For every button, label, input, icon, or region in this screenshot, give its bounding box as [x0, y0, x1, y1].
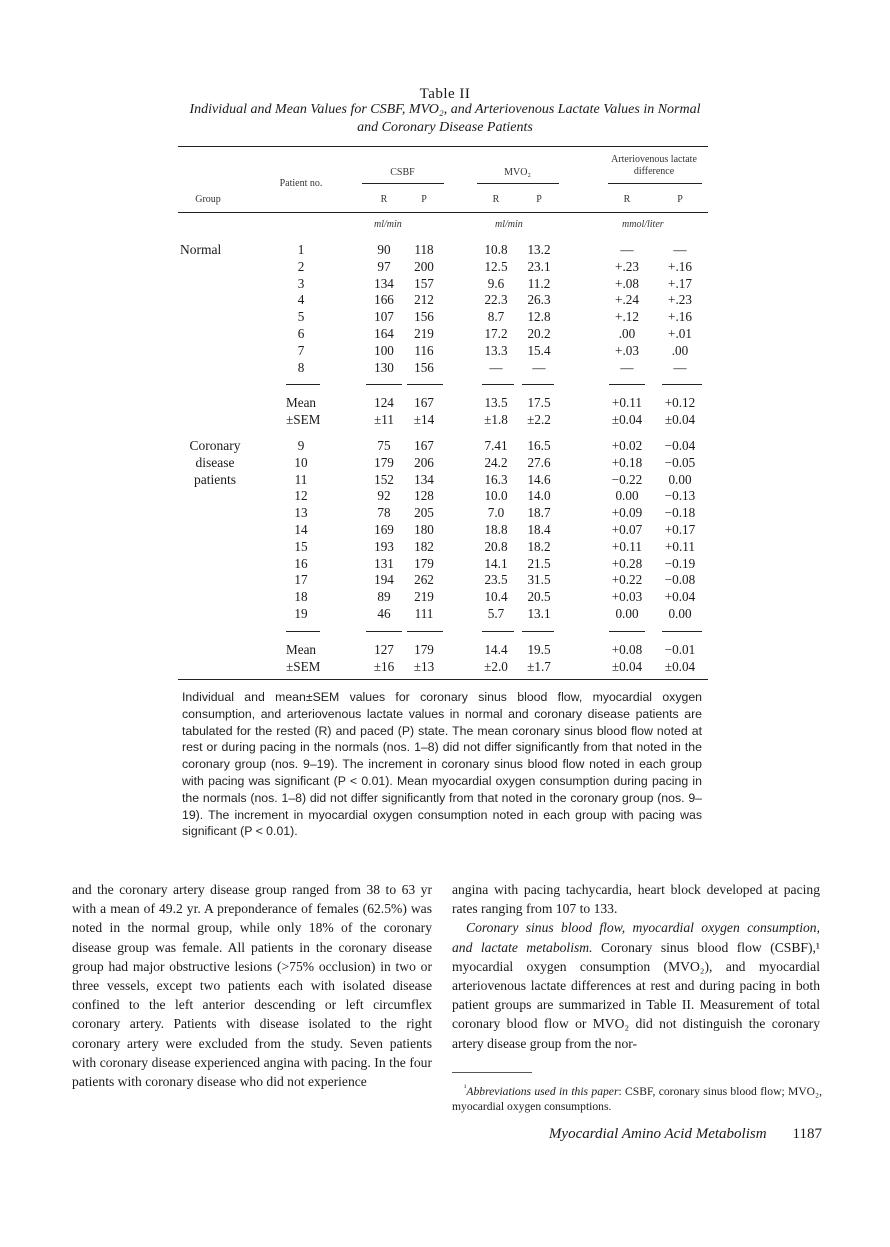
normal-row-cell: +.23	[668, 292, 692, 308]
summary-separator	[407, 631, 443, 632]
coronary-row-cell: 78	[377, 505, 391, 521]
coronary-row-cell: +0.11	[611, 538, 643, 554]
coronary-row-cell: −0.05	[664, 454, 696, 470]
coronary-row-cell: 111	[414, 606, 434, 621]
coronary-row-cell: 16.3	[484, 471, 508, 487]
coronary-row-cell: 24.2	[484, 454, 508, 470]
group-label-normal: Normal	[180, 242, 222, 257]
mvo2-span-rule	[477, 183, 559, 184]
normal-summary-row-cell: +0.11	[611, 395, 643, 411]
coronary-row-cell: +0.03	[611, 589, 643, 605]
normal-summary-row-cell: 124	[374, 395, 394, 411]
coronary-row-cell: 0.00	[668, 606, 692, 621]
right-paragraph-1: angina with pacing tachycardia, heart block developed at pacing rates ranging from 107 to 133.	[452, 882, 820, 917]
summary-separator	[662, 631, 702, 632]
normal-summary-row-cell: ±11	[374, 412, 394, 428]
normal-row-cell: 5	[297, 309, 305, 325]
coronary-row-cell: 131	[374, 555, 394, 571]
coronary-row-cell: 152	[374, 471, 394, 487]
normal-row-cell: 4	[297, 292, 305, 308]
normal-row-cell: 15.4	[527, 342, 551, 358]
coronary-row-cell: +0.04	[664, 589, 696, 605]
normal-summary-row-cell: 13.5	[484, 395, 508, 411]
coronary-summary-row-cell: 14.4	[484, 641, 508, 657]
coronary-row-cell: 11	[294, 471, 308, 487]
coronary-row-cell: 7.41	[484, 438, 508, 453]
coronary-row-cell: +0.18	[611, 454, 643, 470]
coronary-row-cell: 31.5	[527, 572, 551, 588]
normal-summary-row-cell: ±1.8	[484, 412, 508, 428]
normal-row-cell: 23.1	[527, 258, 551, 274]
normal-summary-row-cell: ±14	[413, 412, 435, 428]
coronary-row-cell: 10.4	[484, 589, 508, 605]
coronary-summary-row-cell: ±16	[373, 658, 395, 674]
coronary-summary-row-cell: ±13	[413, 658, 435, 674]
coronary-row-cell: 179	[374, 454, 394, 470]
footnote	[452, 1080, 822, 1115]
normal-row-cell: +.01	[668, 326, 692, 341]
coronary-row-cell: 9	[297, 438, 305, 453]
normal-row-cell: 200	[414, 258, 434, 274]
footnote-text: : CSBF, coronary sinus blood flow; MVO₂, myocardial oxygen consumptions.	[452, 1084, 822, 1114]
coronary-summary-row-cell: +0.08	[611, 641, 643, 657]
normal-row-cell: 118	[414, 242, 434, 257]
summary-separator	[609, 631, 645, 632]
coronary-summary-row-cell: ±2.0	[484, 658, 508, 674]
group-label-coronary: Coronary disease patients	[189, 438, 241, 487]
normal-row-cell: .00	[618, 326, 636, 341]
normal-row-cell: 2	[297, 258, 305, 274]
footnote-label: Abbreviations used in this paper	[466, 1084, 619, 1098]
header-patient-no: Patient no.	[279, 178, 323, 189]
normal-row-cell: 97	[377, 258, 391, 274]
normal-summary-row-cell: ±0.04	[611, 412, 643, 428]
normal-row-cell: 1	[297, 242, 305, 257]
coronary-row-cell: −0.13	[664, 488, 696, 504]
coronary-row-cell: +0.11	[664, 538, 696, 554]
coronary-row-cell: 16	[294, 555, 308, 571]
coronary-row-cell: 219	[414, 589, 434, 605]
normal-row-cell: —	[620, 359, 634, 375]
summary-separator	[522, 631, 554, 632]
coronary-row-cell: 18.8	[484, 522, 508, 537]
table-caption: Individual and mean±SEM values for coronary sinus blood flow, myocardial oxygen consumption, and arteriovenous lactate values in normal and coronary disease patients are tabulated for the rested (R) and paced (P) state. The mean coronary sinus blood flow noted at rest or during pacing in the normals (nos. 1–8) did not differ significantly from that noted in the coronary group (nos. 9–19). The increment in coronary sinus blood flow noted in each group with pacing was significant (P < 0.01). Mean myocardial oxygen consumption during pacing in the normals (nos. 1–8) did not differ significantly from that noted in the coronary group (nos. 9–19). The increment in myocardial oxygen consumption noted in each group with pacing was significant (P < 0.01).	[182, 690, 702, 839]
normal-row-cell: 10.8	[484, 242, 508, 257]
table-header-rule	[178, 212, 708, 213]
summary-separator	[407, 384, 443, 385]
coronary-row-cell: 14.6	[527, 471, 551, 487]
coronary-row-cell: 180	[414, 522, 434, 537]
table-top-rule	[178, 146, 708, 147]
coronary-row-cell: 16.5	[527, 438, 551, 453]
coronary-row-cell: 46	[377, 606, 391, 621]
coronary-row-cell: 169	[374, 522, 394, 537]
header-lactate-p: P	[677, 194, 683, 205]
normal-row-cell: 157	[414, 275, 434, 291]
summary-separator	[366, 384, 402, 385]
normal-row-cell: +.03	[615, 342, 639, 358]
coronary-row-cell: 20.8	[484, 538, 508, 554]
coronary-summary-row-cell: 19.5	[527, 641, 551, 657]
coronary-row-cell: 89	[377, 589, 391, 605]
coronary-summary-row-cell: 127	[374, 641, 394, 657]
summary-separator	[522, 384, 554, 385]
normal-row-cell: 116	[414, 342, 434, 358]
normal-row-cell: 130	[374, 359, 394, 375]
coronary-summary-row-cell: 179	[414, 641, 434, 657]
summary-separator	[482, 384, 514, 385]
page-footer	[505, 1126, 822, 1143]
footnote-rule	[452, 1072, 532, 1073]
normal-row-cell: 3	[297, 275, 305, 291]
body-right-column	[452, 880, 820, 1053]
normal-row-cell: 22.3	[484, 292, 508, 308]
normal-summary-row-cell: ±2.2	[527, 412, 551, 428]
normal-row-cell: 164	[374, 326, 394, 341]
coronary-row-cell: 20.5	[527, 589, 551, 605]
coronary-row-cell: 10	[294, 454, 308, 470]
normal-row-cell: +.24	[615, 292, 639, 308]
normal-row-cell: 7	[297, 342, 305, 358]
coronary-row-cell: 179	[414, 555, 434, 571]
page-number: 1187	[792, 1126, 822, 1142]
normal-row-cell: 90	[377, 242, 391, 257]
coronary-row-cell: 27.6	[527, 454, 551, 470]
coronary-row-cell: 12	[294, 488, 308, 504]
coronary-row-cell: 206	[414, 454, 434, 470]
coronary-row-cell: 10.0	[484, 488, 508, 504]
normal-row-cell: —	[620, 242, 634, 257]
coronary-row-cell: −0.19	[664, 555, 696, 571]
header-mvo2-p: P	[536, 194, 542, 205]
summary-separator	[286, 631, 320, 632]
coronary-row-cell: 182	[414, 538, 434, 554]
summary-separator	[366, 631, 402, 632]
header-mvo2: MVO₂	[504, 167, 531, 178]
normal-summary-row-cell: 17.5	[527, 395, 551, 411]
coronary-row-cell: 18	[294, 589, 308, 605]
normal-row-cell: 8.7	[487, 309, 505, 325]
header-csbf-p: P	[421, 194, 427, 205]
unit-mvo2: ml/min	[495, 219, 523, 230]
table-subtitle: Individual and Mean Values for CSBF, MVO₂, and Arteriovenous Lactate Values in Normal and Coronary Disease Patients	[189, 102, 701, 135]
coronary-row-cell: +0.22	[611, 572, 643, 588]
normal-row-cell: 20.2	[527, 326, 551, 341]
table-title: Table II	[419, 86, 471, 102]
coronary-row-cell: 17	[294, 572, 308, 588]
normal-row-cell: +.23	[615, 258, 639, 274]
coronary-summary-row-cell: ±0.04	[664, 658, 696, 674]
csbf-span-rule	[362, 183, 444, 184]
right-paragraph-2: Coronary sinus blood flow (CSBF),¹ myocardial oxygen consumption (MVO₂), and myocardial arteriovenous lactate differences at rest and during pacing in both patient groups are summarized in Table II. Measurement of total coronary blood flow or MVO₂ did not distinguish the coronary artery disease group from the nor-	[452, 939, 820, 1051]
normal-summary-row-cell: +0.12	[664, 395, 696, 411]
coronary-row-cell: 19	[294, 606, 308, 621]
normal-row-cell: 166	[374, 292, 394, 308]
coronary-summary-row-cell: −0.01	[664, 641, 696, 657]
normal-row-cell: 13.2	[527, 242, 551, 257]
coronary-row-cell: 167	[414, 438, 434, 453]
body-left-column: and the coronary artery disease group ranged from 38 to 63 yr with a mean of 49.2 yr. A preponderance of females (62.5%) was noted in the normal group, while only 18% of the coronary disease group was female. All patients in the coronary disease group had major obstructive lesions (>75% occlusion) in two or three vessels, except two patients each with isolated disease confined to the left anterior descending or left circumflex coronary artery. Patients with disease isolated to the right coronary artery were excluded from the study. Seven patients with coronary disease experienced angina with pacing. In the four patients with coronary disease who did not experience	[72, 882, 432, 1090]
normal-summary-row-cell: 167	[414, 395, 434, 411]
summary-separator	[482, 631, 514, 632]
normal-row-cell: 11.2	[527, 275, 551, 291]
normal-row-cell: 8	[297, 359, 305, 375]
normal-row-cell: —	[489, 359, 503, 375]
coronary-row-cell: +0.02	[611, 438, 643, 453]
normal-row-cell: 156	[414, 309, 434, 325]
coronary-row-cell: 0.00	[615, 488, 639, 504]
coronary-row-cell: 5.7	[487, 606, 505, 621]
header-csbf: CSBF	[390, 167, 415, 178]
coronary-row-cell: 193	[374, 538, 394, 554]
normal-row-cell: 134	[374, 275, 394, 291]
summary-separator	[662, 384, 702, 385]
coronary-row-cell: 18.2	[527, 538, 551, 554]
coronary-row-cell: 18.4	[527, 522, 551, 537]
section-heading: Coronary sinus blood flow, myocardial oxygen consumption, and lactate metabolism.	[452, 920, 820, 955]
coronary-row-cell: 205	[414, 505, 434, 521]
coronary-row-cell: 13.1	[527, 606, 551, 621]
normal-row-cell: 17.2	[484, 326, 508, 341]
normal-row-cell: 12.8	[527, 309, 551, 325]
coronary-row-cell: −0.18	[664, 505, 696, 521]
normal-row-cell: 100	[374, 342, 394, 358]
normal-row-cell: .00	[671, 342, 689, 358]
lactate-span-rule	[608, 183, 702, 184]
running-title: Myocardial Amino Acid Metabolism	[548, 1126, 767, 1142]
coronary-row-cell: 128	[414, 488, 434, 504]
coronary-row-cell: 14	[294, 522, 308, 537]
coronary-row-cell: 0.00	[668, 471, 692, 487]
header-csbf-r: R	[380, 194, 388, 205]
table-bottom-rule	[178, 679, 708, 680]
coronary-row-cell: 7.0	[487, 505, 505, 521]
footnote-mark: ¹	[464, 1083, 467, 1092]
coronary-row-cell: 194	[374, 572, 394, 588]
header-lactate: Arteriovenous lactate difference	[611, 154, 697, 177]
normal-row-cell: 156	[414, 359, 434, 375]
coronary-row-cell: 23.5	[484, 572, 508, 588]
normal-row-cell: 13.3	[484, 342, 508, 358]
unit-lactate: mmol/liter	[622, 219, 664, 230]
coronary-row-cell: +0.09	[611, 505, 643, 521]
normal-summary-row-cell: ±0.04	[664, 412, 696, 428]
normal-row-cell: —	[532, 359, 546, 375]
normal-row-cell: +.16	[668, 309, 692, 325]
coronary-summary-row-cell: ±0.04	[611, 658, 643, 674]
coronary-row-cell: 75	[377, 438, 391, 453]
normal-row-cell: +.16	[668, 258, 692, 274]
normal-summary-row-cell: ±SEM	[286, 412, 321, 428]
coronary-row-cell: 262	[414, 572, 434, 588]
coronary-row-cell: +0.07	[611, 522, 643, 537]
coronary-row-cell: +0.28	[611, 555, 643, 571]
summary-separator	[609, 384, 645, 385]
coronary-row-cell: −0.08	[664, 572, 696, 588]
coronary-row-cell: 21.5	[527, 555, 551, 571]
unit-csbf: ml/min	[374, 219, 402, 230]
coronary-row-cell: 0.00	[615, 606, 639, 621]
normal-row-cell: +.08	[615, 275, 639, 291]
coronary-row-cell: 134	[414, 471, 434, 487]
summary-separator	[286, 384, 320, 385]
normal-row-cell: 9.6	[487, 275, 505, 291]
coronary-row-cell: −0.04	[664, 438, 696, 453]
normal-row-cell: 12.5	[484, 258, 508, 274]
normal-summary-row-cell: Mean	[286, 395, 317, 411]
coronary-summary-row-cell: ±SEM	[286, 658, 321, 674]
header-mvo2-r: R	[492, 194, 500, 205]
coronary-summary-row-cell: ±1.7	[527, 658, 551, 674]
coronary-row-cell: 14.1	[484, 555, 508, 571]
normal-row-cell: 26.3	[527, 292, 551, 308]
normal-row-cell: 219	[414, 326, 434, 341]
normal-row-cell: +.17	[668, 275, 692, 291]
normal-row-cell: —	[673, 359, 687, 375]
coronary-row-cell: 13	[294, 505, 308, 521]
header-lactate-r: R	[623, 194, 631, 205]
normal-row-cell: 6	[297, 326, 305, 341]
coronary-row-cell: −0.22	[611, 471, 643, 487]
coronary-row-cell: 18.7	[527, 505, 551, 521]
coronary-row-cell: 92	[377, 488, 391, 504]
coronary-summary-row-cell: Mean	[286, 641, 317, 657]
coronary-row-cell: 14.0	[527, 488, 551, 504]
normal-row-cell: —	[673, 242, 687, 257]
coronary-row-cell: +0.17	[664, 522, 696, 537]
normal-row-cell: 107	[374, 309, 394, 325]
coronary-row-cell: 15	[294, 538, 308, 554]
normal-row-cell: +.12	[615, 309, 639, 325]
header-group: Group	[195, 194, 221, 205]
normal-row-cell: 212	[414, 292, 434, 308]
